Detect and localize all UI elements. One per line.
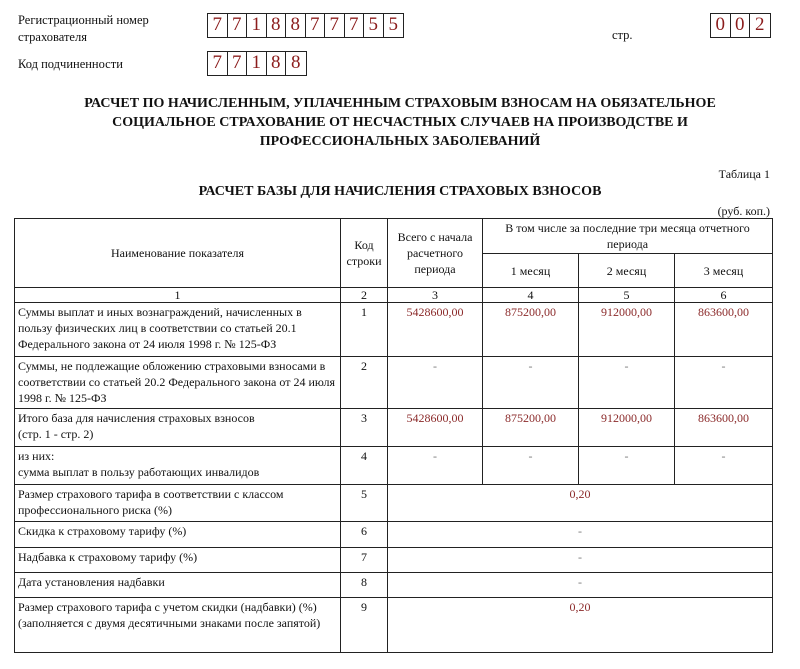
row-name: Суммы, не подлежащие обложению страховыми взносами в соответствии со статьей 20.2 Федерального закона от 24 июля 1998 г. № 125-ФЗ (15, 357, 341, 409)
reg-number-field[interactable] (207, 13, 404, 38)
row-name-line: (стр. 1 - стр. 2) (18, 427, 94, 441)
row-code: 9 (341, 598, 388, 653)
row-total[interactable]: 5428600,00 (388, 303, 483, 357)
title-line: СОЦИАЛЬНОЕ СТРАХОВАНИЕ ОТ НЕСЧАСТНЫХ СЛУЧАЕВ НА ПРОИЗВОДСТВЕ И (112, 115, 688, 130)
row-total[interactable]: - (388, 447, 483, 485)
reg-digit: 7 (208, 14, 228, 37)
reg-digit: 8 (267, 14, 287, 37)
row-code: 1 (341, 303, 388, 357)
row-name: Суммы выплат и иных вознаграждений, начисленных в пользу физических лиц в соответствии со статьей 20.1 Федерального закона от 24 июля 1998 г. № 125-ФЗ (15, 303, 341, 357)
row-code: 6 (341, 522, 388, 548)
sub-digit: 8 (291, 52, 301, 73)
column-number: 5 (579, 288, 675, 303)
row-month-3[interactable]: 863600,00 (675, 409, 773, 447)
reg-digit: 7 (325, 14, 345, 37)
reg-number-label (18, 12, 149, 46)
sub-digit: 7 (228, 52, 248, 75)
header-month-1: 1 месяц (483, 254, 579, 288)
page-digit: 0 (731, 14, 751, 37)
table-row (15, 409, 773, 447)
page-label: стр. (612, 28, 633, 42)
sub-digit: 8 (267, 52, 287, 75)
row-month-2[interactable]: - (579, 357, 675, 409)
table-title: РАСЧЕТ БАЗЫ ДЛЯ НАЧИСЛЕНИЯ СТРАХОВЫХ ВЗНОСОВ (198, 184, 602, 199)
header-last-three-months: В том числе за последние три месяца отчетного периода (483, 219, 773, 254)
title-line: РАСЧЕТ ПО НАЧИСЛЕННЫМ, УПЛАЧЕННЫМ СТРАХОВЫМ ВЗНОСАМ НА ОБЯЗАТЕЛЬНОЕ (84, 96, 716, 111)
reg-digit: 7 (345, 14, 365, 37)
reg-digit: 7 (228, 14, 248, 37)
table-row (15, 548, 773, 573)
sub-code-label: Код подчиненности (18, 57, 123, 71)
row-name (15, 447, 341, 485)
row-code: 7 (341, 548, 388, 573)
row-name (15, 598, 341, 653)
row-code: 4 (341, 447, 388, 485)
header-name: Наименование показателя (15, 219, 341, 288)
row-name-line: (заполняется с двумя десятичными знаками после запятой) (18, 616, 321, 630)
table-label: Таблица 1 (718, 167, 770, 181)
row-value[interactable]: 0,20 (388, 598, 773, 653)
column-number: 2 (341, 288, 388, 303)
column-number: 4 (483, 288, 579, 303)
reg-digit: 8 (286, 14, 306, 37)
contributions-base-table (14, 218, 773, 653)
title-line: ПРОФЕССИОНАЛЬНЫХ ЗАБОЛЕВАНИЙ (259, 134, 541, 149)
row-month-2[interactable]: - (579, 447, 675, 485)
row-value[interactable]: - (388, 522, 773, 548)
table-row (15, 485, 773, 522)
row-name: Скидка к страховому тарифу (%) (15, 522, 341, 548)
row-name-line: Итого база для начисления страховых взносов (18, 411, 255, 425)
row-total[interactable]: - (388, 357, 483, 409)
row-month-2[interactable]: 912000,00 (579, 409, 675, 447)
table-row (15, 303, 773, 357)
header-month-2: 2 месяц (579, 254, 675, 288)
header-month-3: 3 месяц (675, 254, 773, 288)
row-name-line: из них: (18, 449, 55, 463)
reg-digit: 7 (306, 14, 326, 37)
row-name-line: Размер страхового тарифа с учетом скидки (надбавки) (%) (18, 600, 317, 614)
row-name-line: сумма выплат в пользу работающих инвалидов (18, 465, 260, 479)
reg-digit: 5 (364, 14, 384, 37)
table-row (15, 522, 773, 548)
row-code: 5 (341, 485, 388, 522)
reg-digit: 5 (388, 14, 398, 35)
sub-digit: 7 (208, 52, 228, 75)
row-name: Надбавка к страховому тарифу (%) (15, 548, 341, 573)
row-value[interactable]: 0,20 (388, 485, 773, 522)
sub-digit: 1 (247, 52, 267, 75)
row-total[interactable]: 5428600,00 (388, 409, 483, 447)
sub-code-field[interactable] (207, 51, 307, 76)
table-row (15, 357, 773, 409)
table-row (15, 573, 773, 598)
row-month-1[interactable]: - (483, 447, 579, 485)
row-month-3[interactable]: 863600,00 (675, 303, 773, 357)
page-digit: 0 (711, 14, 731, 37)
column-numbers-row (15, 288, 773, 303)
row-code: 8 (341, 573, 388, 598)
row-value[interactable]: - (388, 573, 773, 598)
column-number: 6 (675, 288, 773, 303)
reg-number-label-line2: страхователя (18, 30, 87, 44)
row-month-3[interactable]: - (675, 357, 773, 409)
row-name (15, 409, 341, 447)
row-code: 3 (341, 409, 388, 447)
table-row (15, 447, 773, 485)
row-month-2[interactable]: 912000,00 (579, 303, 675, 357)
row-month-1[interactable]: 875200,00 (483, 409, 579, 447)
row-month-1[interactable]: - (483, 357, 579, 409)
header-total: Всего с начала расчетного периода (388, 219, 483, 288)
row-name: Дата установления надбавки (15, 573, 341, 598)
reg-number-label-line1: Регистрационный номер (18, 13, 149, 27)
row-month-1[interactable]: 875200,00 (483, 303, 579, 357)
table-row (15, 598, 773, 653)
page-digit: 2 (755, 14, 765, 35)
column-number: 3 (388, 288, 483, 303)
document-title (0, 94, 800, 151)
row-name: Размер страхового тарифа в соответствии с классом профессионального риска (%) (15, 485, 341, 522)
page-number-field[interactable] (710, 13, 771, 38)
units-label: (руб. коп.) (717, 204, 770, 218)
header-code: Код строки (341, 219, 388, 288)
reg-digit: 1 (247, 14, 267, 37)
column-number: 1 (15, 288, 341, 303)
row-code: 2 (341, 357, 388, 409)
row-month-3[interactable]: - (675, 447, 773, 485)
row-value[interactable]: - (388, 548, 773, 573)
